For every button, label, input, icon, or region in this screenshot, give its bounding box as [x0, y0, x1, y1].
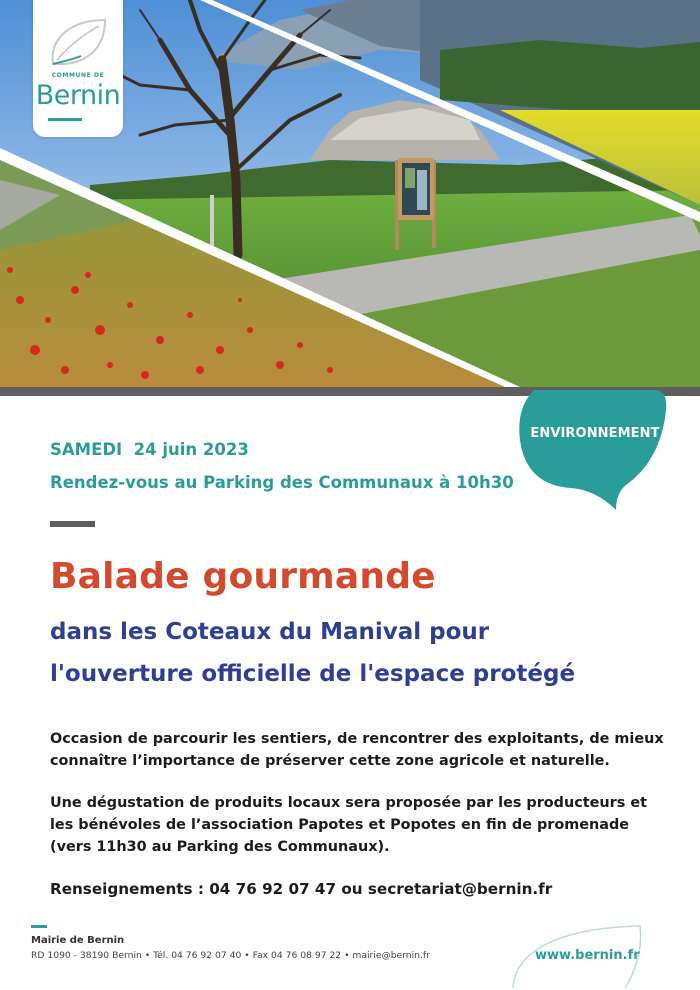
page-subtitle-line-1: dans les Coteaux du Manival pour	[50, 619, 490, 645]
logo-underline	[48, 118, 82, 121]
page-title: Balade gourmande	[50, 556, 436, 597]
event-meeting-point: Rendez-vous au Parking des Communaux à 10h30	[50, 473, 514, 492]
bernin-logo	[33, 0, 123, 137]
environnement-badge: ENVIRONNEMENT	[530, 426, 660, 441]
accent-dash	[50, 521, 95, 527]
footer-org-name: Mairie de Bernin	[31, 935, 125, 946]
footer-website-link[interactable]: www.bernin.fr	[535, 948, 640, 963]
event-date: SAMEDI 24 juin 2023	[50, 440, 249, 459]
logo-town-name: Bernin	[35, 80, 121, 111]
footer-accent-dash	[31, 925, 47, 928]
footer-address: RD 1090 - 38190 Bernin • Tél. 04 76 92 07 40 • Fax 04 76 08 97 22 • mairie@bernin.fr	[31, 950, 430, 961]
description-paragraph-2: Une dégustation de produits locaux sera proposée par les producteurs et les bénévoles de l’association Papotes et Popotes en fin de promenade (vers 11h30 au Parking des Communaux).	[50, 795, 647, 855]
logo-commune-label: COMMUNE DE	[51, 72, 105, 79]
leaf-logo-icon	[47, 18, 109, 70]
environnement-badge-bubble	[516, 390, 668, 512]
page-subtitle-line-2: l'ouverture officielle de l'espace protégé	[50, 661, 576, 687]
contact-info: Renseignements : 04 76 92 07 47 ou secretariat@bernin.fr	[50, 880, 553, 898]
description-paragraph-1: Occasion de parcourir les sentiers, de rencontrer des exploitants, de mieux connaître l’importance de préserver cette zone agricole et naturelle.	[50, 731, 664, 769]
